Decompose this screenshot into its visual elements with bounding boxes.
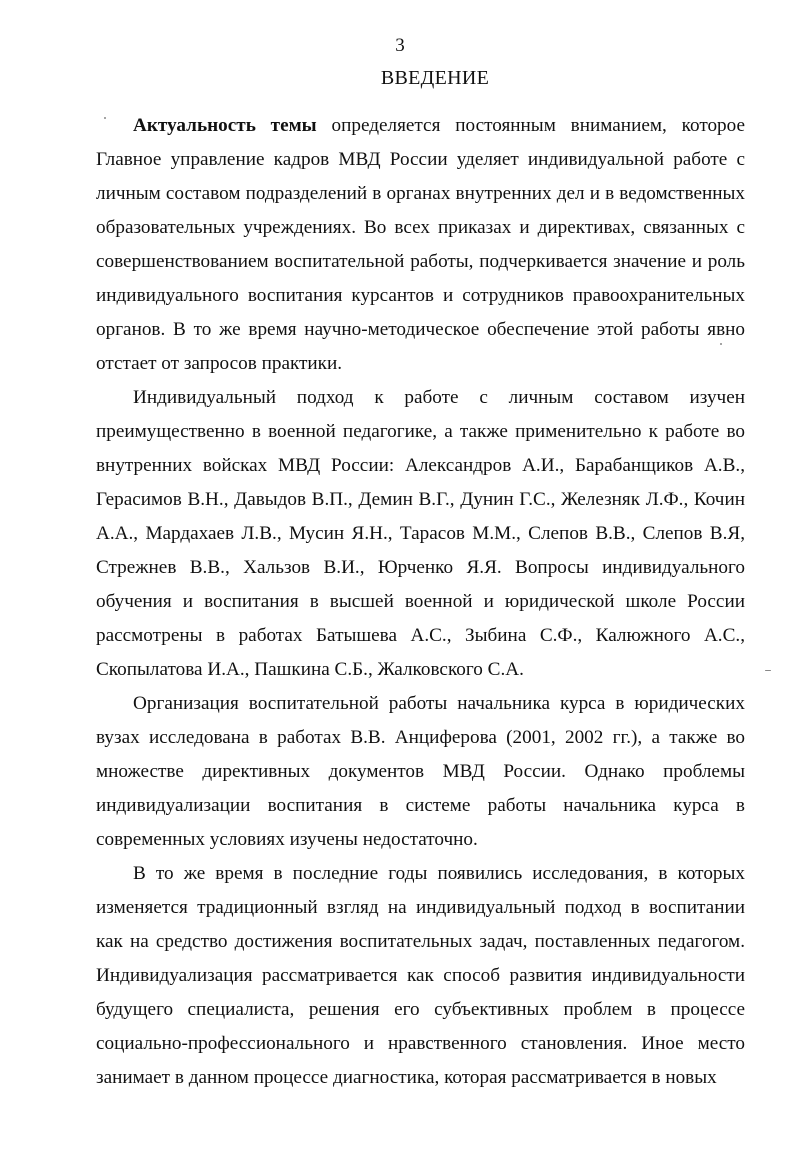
paragraph-individual-approach: Индивидуальный подход к работе с личным составом изучен преимущественно в военной педагогике, а также применительно к работе во внутренних войсках МВД России: Александров А.И., Барабанщиков А.В., Герасимов В.Н., Давыдов В.П., Демин В.Г., Дунин Г.С., Железняк Л.Ф., Кочин А.А., Мардахаев Л.В., Мусин Я.Н., Тарасов М.М., Слепов В.В., Слепов В.Я, Стрежнев В.В., Хальзов В.И., Юрченко Я.Я. Вопросы индивидуального обучения и воспитания в высшей военной и юридической школе России рассмотрены в работах Батышева А.С., Зыбина С.Ф., Калюжного А.С., Скопылатова И.А., Пашкина С.Б., Жалковского С.А. <box>96 387 745 680</box>
paragraph-recent-research: В то же время в последние годы появились исследования, в которых изменяется традиционный взгляд на индивидуальный подход в воспитании как на средство достижения воспитательных задач, поставленных педагогом. Индивидуализация рассматривается как способ развития индивидуальности будущего специалиста, решения его субъективных проблем в процессе социально-профессионального и нравственного становления. Иное место занимает в данном процессе диагностика, которая рассматривается в новых <box>96 863 745 1088</box>
page-title: ВВЕДЕНИЕ <box>380 67 490 89</box>
paragraph-organization: Организация воспитательной работы начальника курса в юридических вузах исследована в работах В.В. Анциферова (2001, 2002 гг.), а также во множестве директивных документов МВД России. Однако проблемы индивидуализации воспитания в системе работы начальника курса в современных условиях изучены недостаточно. <box>96 693 745 850</box>
paragraph-relevance <box>96 109 745 381</box>
paragraph-lead: Актуальность темы <box>133 115 317 136</box>
page-number: 3 <box>395 35 405 56</box>
scan-speck <box>720 343 722 345</box>
scan-speck <box>104 117 106 119</box>
body-text <box>96 109 745 1095</box>
paragraph-text: определяется постоянным вниманием, которое Главное управление кадров МВД России уделяет индивидуальной работе с личным составом подразделений в органах внутренних дел и в ведомственных образовательных учреждениях. Во всех приказах и директивах, связанных с совершенствованием воспитательной работы, подчеркивается значение и роль индивидуального воспитания курсантов и сотрудников правоохранительных органов. В то же время научно-методическое обеспечение этой работы явно отстает от запросов практики. <box>96 115 745 374</box>
scan-speck <box>765 670 771 671</box>
